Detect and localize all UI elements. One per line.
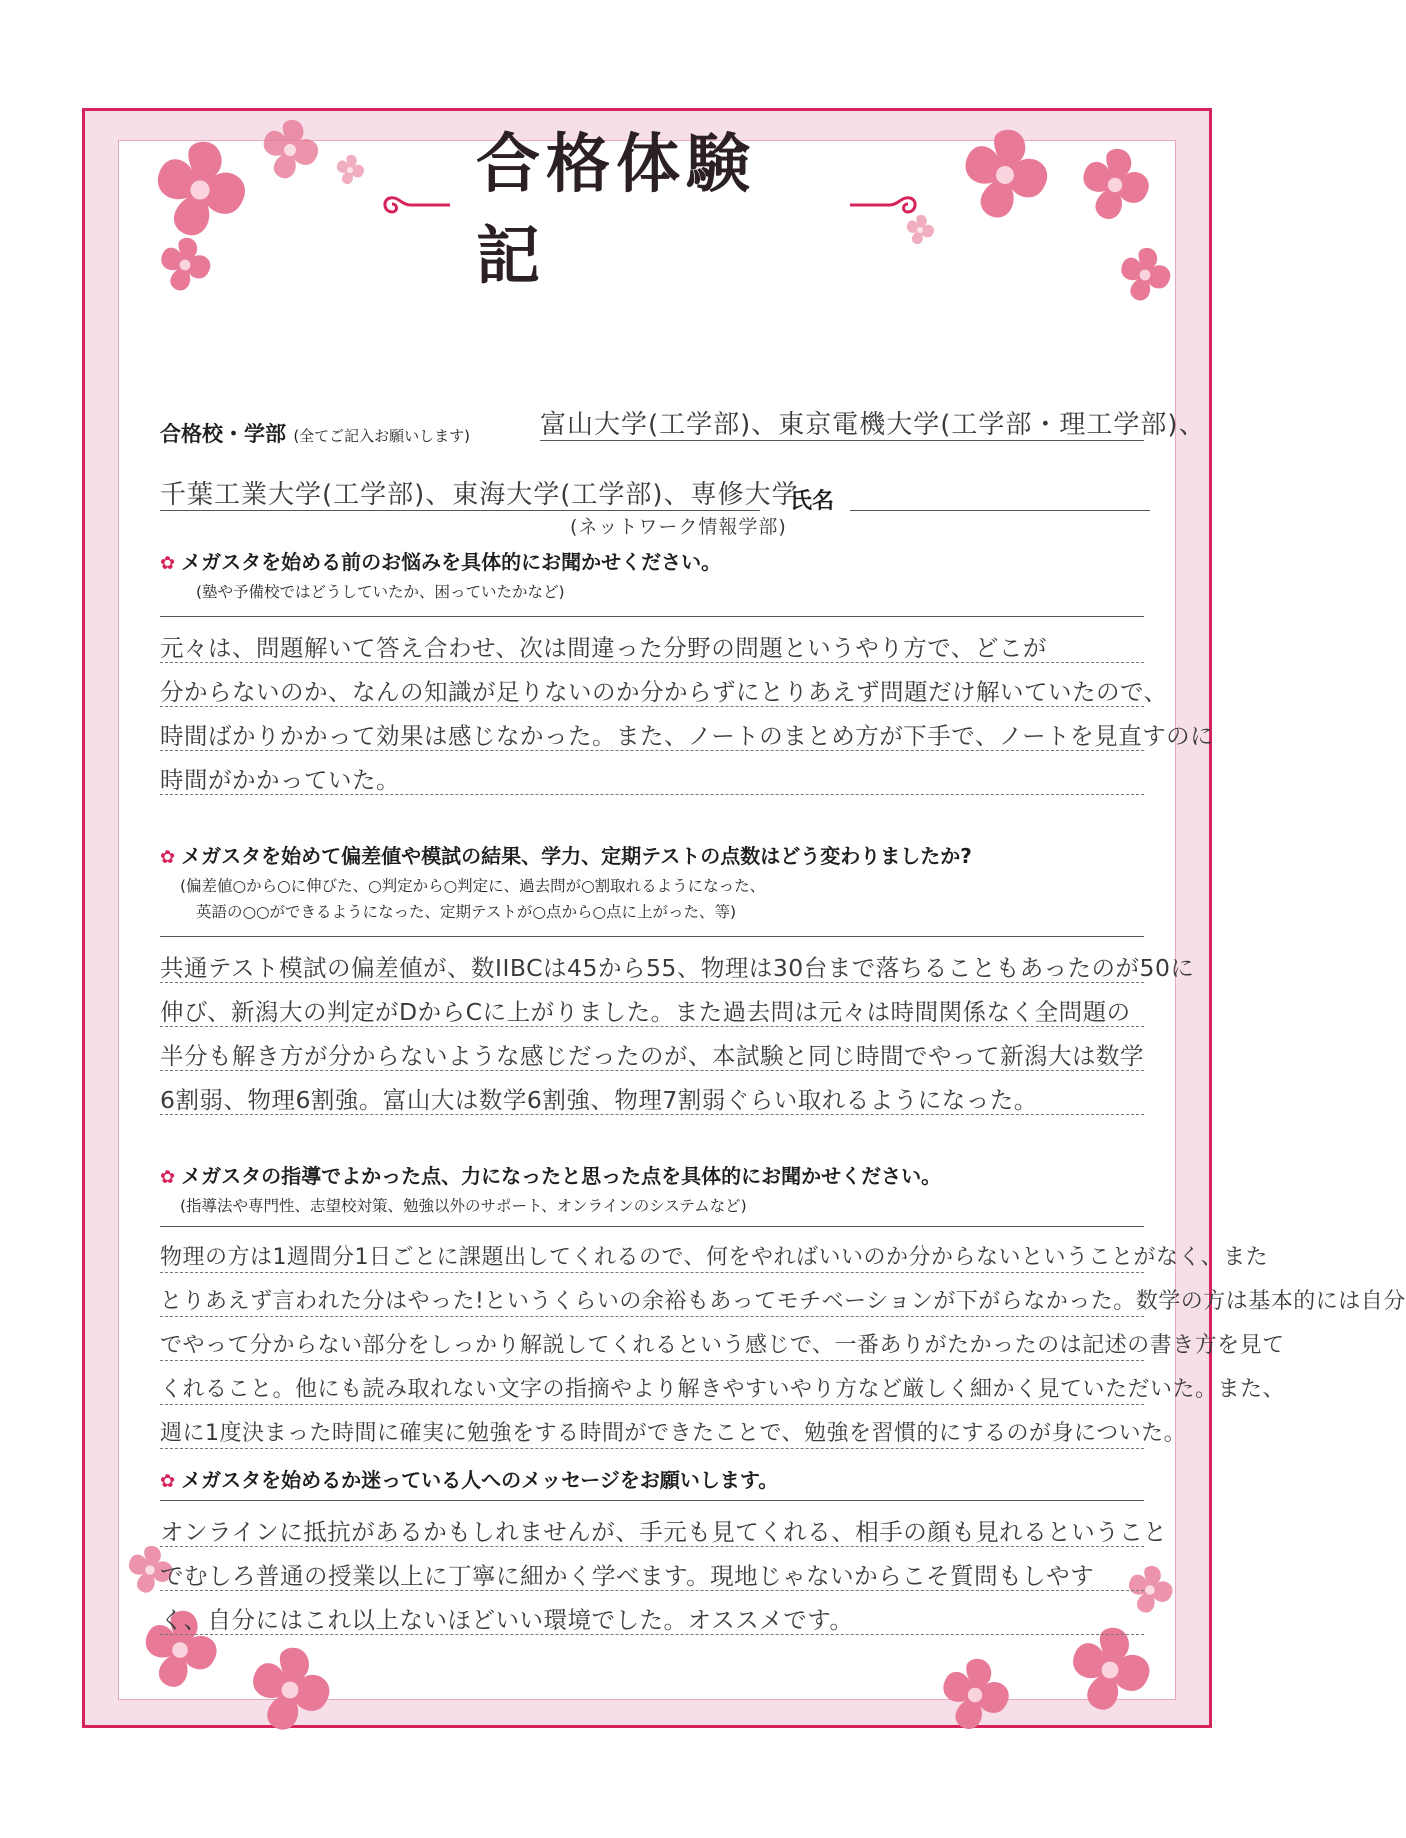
flourish-right-icon	[848, 190, 920, 220]
ruled-line	[160, 1590, 1144, 1591]
answer-3-top-line	[160, 1226, 1144, 1227]
ruled-line	[160, 1272, 1144, 1273]
answer-line: でやって分からない部分をしっかり解説してくれるという感じで、一番ありがたかったのは記述の書き方を見て	[160, 1333, 1285, 1358]
answer-line: 時間ばかりかかって効果は感じなかった。また、ノートのまとめ方が下手で、ノートを見直すのに	[160, 722, 1215, 750]
question-1-hint: (塾や予備校ではどうしていたか、困っていたかなど)	[196, 583, 565, 601]
answer-line: くれること。他にも読み取れない文字の指摘やより解きやすいやり方など厳しく細かく見ていただいた。また、	[160, 1377, 1286, 1402]
cherry-blossom-icon	[240, 1640, 340, 1740]
blossom-bullet-icon: ✿	[160, 1167, 176, 1188]
ruled-line	[160, 1634, 1144, 1635]
blossom-bullet-icon: ✿	[160, 847, 176, 868]
answer-line: 週に1度決まった時間に確実に勉強をする時間ができたことで、勉強を習慣的にするのが身についた。	[160, 1421, 1187, 1446]
question-2-text: メガスタを始めて偏差値や模試の結果、学力、定期テストの点数はどう変わりましたか?	[181, 844, 972, 868]
answer-3	[160, 1236, 1406, 1456]
answer-line: 伸び、新潟大の判定がDからCに上がりました。また過去問は元々は時間関係なく全問題の	[160, 998, 1131, 1026]
question-2-hint-2: 英語の○○ができるようになった、定期テストが○点から○点に上がった、等)	[196, 903, 737, 921]
cherry-blossom-icon	[950, 120, 1060, 230]
question-3-hint: (指導法や専門性、志望校対策、勉強以外のサポート、オンラインのシステムなど)	[180, 1197, 747, 1215]
question-2-hint-1: (偏差値○から○に伸びた、○判定から○判定に、過去問が○割取れるようになった、	[180, 877, 766, 895]
answer-2-top-line	[160, 936, 1144, 937]
cherry-blossom-icon	[1110, 240, 1180, 310]
answer-line: でむしろ普通の授業以上に丁寧に細かく学べます。現地じゃないからこそ質問もしやす	[160, 1562, 1095, 1590]
cherry-blossom-icon	[930, 1650, 1020, 1740]
ruled-line	[160, 662, 1144, 663]
answer-line: く、自分にはこれ以上ないほどいい環境でした。オススメです。	[160, 1606, 854, 1634]
answer-4	[160, 1510, 1168, 1642]
answer-line: とりあえず言われた分はやった!というくらいの余裕もあってモチベーションが下がらなかった。数学の方は基本的には自分	[160, 1289, 1406, 1314]
question-4-text: メガスタを始めるか迷っている人へのメッセージをお願いします。	[181, 1468, 779, 1492]
school-answer-line-1: 富山大学(工学部)、東京電機大学(工学部・理工学部)、	[540, 410, 1206, 440]
answer-line: オンラインに抵抗があるかもしれませんが、手元も見てくれる、相手の顔も見れるということ	[160, 1518, 1168, 1546]
answer-line: 分からないのか、なんの知識が足りないのか分からずにとりあえず問題だけ解いていたので、	[160, 678, 1168, 706]
question-4	[160, 1464, 778, 1493]
ruled-line	[160, 1448, 1144, 1449]
page-title: 合格体験記	[476, 127, 756, 294]
answer-1	[160, 626, 1215, 802]
flourish-left-icon	[380, 190, 452, 220]
question-2	[160, 840, 972, 869]
question-1-text: メガスタを始める前のお悩みを具体的にお聞かせください。	[181, 550, 722, 574]
school-underline-1	[540, 440, 1144, 441]
answer-2	[160, 946, 1195, 1122]
ruled-line	[160, 706, 1144, 707]
question-3	[160, 1160, 941, 1189]
question-3-text: メガスタの指導でよかった点、力になったと思った点を具体的にお聞かせください。	[181, 1164, 942, 1188]
name-field[interactable]	[850, 510, 1150, 511]
ruled-line	[160, 982, 1144, 983]
name-label: 氏名	[790, 489, 835, 514]
cherry-blossom-icon	[1070, 140, 1160, 230]
ruled-line	[160, 1316, 1144, 1317]
blossom-bullet-icon: ✿	[160, 553, 176, 574]
school-underline-2	[160, 510, 760, 511]
answer-1-top-line	[160, 616, 1144, 617]
ruled-line	[160, 1546, 1144, 1547]
blossom-bullet-icon: ✿	[160, 1471, 176, 1492]
title-area	[380, 127, 920, 294]
school-answer-line-3: (ネットワーク情報学部)	[570, 516, 787, 538]
school-answer-line-2: 千葉工業大学(工学部)、東海大学(工学部)、専修大学	[160, 480, 799, 510]
ruled-line	[160, 1114, 1144, 1115]
school-label-row	[160, 418, 470, 448]
answer-line: 共通テスト模試の偏差値が、数IIBCは45から55、物理は30台まで落ちることもあったのが50に	[160, 954, 1195, 982]
question-1	[160, 546, 721, 575]
answer-4-top-line	[160, 1500, 1144, 1501]
cherry-blossom-icon	[330, 150, 370, 190]
answer-line: 6割弱、物理6割強。富山大は数学6割強、物理7割弱ぐらい取れるようになった。	[160, 1086, 1038, 1114]
ruled-line	[160, 1360, 1144, 1361]
ruled-line	[160, 1404, 1144, 1405]
ruled-line	[160, 750, 1144, 751]
answer-line: 時間がかかっていた。	[160, 766, 400, 794]
answer-line: 物理の方は1週間分1日ごとに課題出してくれるので、何をやればいいのか分からないということがなく、また	[160, 1245, 1269, 1270]
school-note: (全てご記入お願いします)	[293, 427, 471, 445]
answer-line: 元々は、問題解いて答え合わせ、次は間違った分野の問題というやり方で、どこが	[160, 634, 1047, 662]
school-label: 合格校・学部	[160, 422, 286, 446]
ruled-line	[160, 1070, 1144, 1071]
ruled-line	[160, 1026, 1144, 1027]
cherry-blossom-icon	[250, 110, 330, 190]
ruled-line	[160, 794, 1144, 795]
cherry-blossom-icon	[150, 230, 220, 300]
answer-line: 半分も解き方が分からないような感じだったのが、本試験と同じ時間でやって新潟大は数学	[160, 1042, 1144, 1070]
